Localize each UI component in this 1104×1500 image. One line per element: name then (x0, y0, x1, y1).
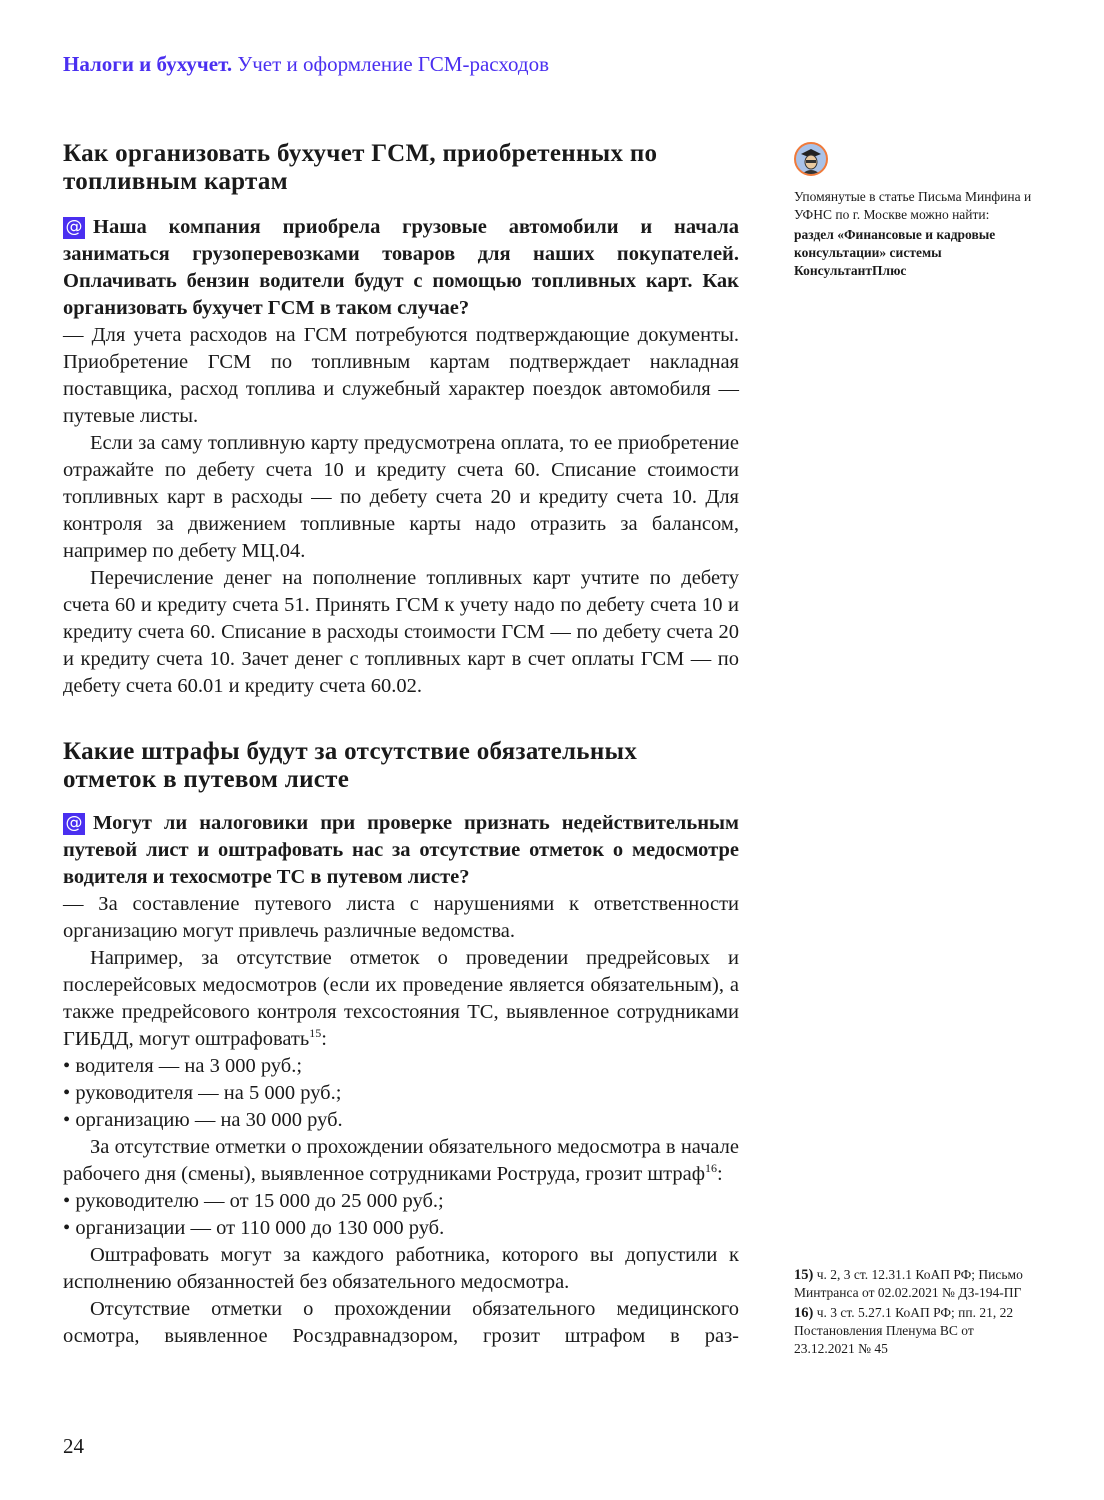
footnote-ref[interactable]: 16 (705, 1161, 718, 1176)
header-section: Налоги и бухучет. (63, 52, 233, 76)
question-text: Наша компания приобрела грузовые автомобили и начала заниматься грузоперевозками товаров для наших покупателей. Оплачивать бензин водители будут с помощью топливных карт. Как организовать бухучет ГСМ в таком случае? (63, 216, 739, 319)
footnote-number: 15) (794, 1267, 814, 1283)
paragraph: Если за саму топливную карту предусмотрена оплата, то ее приобретение отражайте по дебету счета 10 и кредиту счета 60. Списание стоимости топливных карт в расходы — по дебету счета 20 и кредиту счета 10. Для контроля за движением топливные карты надо отразить за балансом, например по дебету МЦ.04. (63, 432, 739, 562)
paragraph: Отсутствие отметки о прохождении обязательного медицинского осмотра, выявленное Росздравнадзором, грозит штрафом в раз- (63, 1298, 739, 1347)
paragraph (63, 945, 739, 1053)
list-item: • руководителю — от 15 000 до 25 000 руб.; (63, 1188, 739, 1215)
answer: — За составление путевого листа с нарушениями к ответственности организацию могут привлечь различные ведомства. (63, 893, 739, 942)
section2-title: Какие штрафы будут за отсутствие обязательных отметок в путевом листе (63, 738, 638, 793)
colon: : (321, 1028, 327, 1050)
paragraph-text: За отсутствие отметки о прохождении обязательного медосмотра в начале рабочего дня (смены), выявленное сотрудниками Роструда, грозит штраф (63, 1136, 739, 1185)
fines-list-gibdd (63, 1053, 739, 1134)
section1-body (63, 214, 739, 700)
paragraph: Перечисление денег на пополнение топливных карт учтите по дебету счета 60 и кредиту счета 51. Принять ГСМ к учету надо по дебету счета 10 и кредиту счета 60. Списание в расходы стоимости ГСМ — по дебету счета 20 и кредиту счета 10. Зачет денег с топливных карт в счет оплаты ГСМ — по дебету счета 60.01 и кредиту счета 60.02. (63, 567, 739, 697)
paragraph (63, 1134, 739, 1188)
footnote (794, 1266, 1034, 1302)
paragraph: Оштрафовать могут за каждого работника, которого вы допустили к исполнению обязанностей без обязательного медосмотра. (63, 1244, 739, 1293)
sidebar-source: раздел «Финансовые и кадровые консультации» системы КонсультантПлюс (794, 227, 996, 278)
footnote-number: 16) (794, 1305, 814, 1321)
footnotes (794, 1266, 1034, 1358)
list-item: • водителя — на 3 000 руб.; (63, 1053, 739, 1080)
section1-title-wrap (63, 140, 723, 196)
header-topic: Учет и оформление ГСМ-расходов (237, 52, 550, 76)
list-item: • руководителя — на 5 000 руб.; (63, 1080, 739, 1107)
running-header (63, 52, 549, 77)
footnote (794, 1304, 1034, 1358)
footnote-ref[interactable]: 15 (309, 1026, 322, 1041)
at-sign-icon: @ (63, 813, 85, 835)
section1-question (63, 214, 739, 322)
expert-avatar-icon (794, 142, 828, 176)
section2-title-wrap (63, 738, 733, 794)
fines-list-rostrud (63, 1188, 739, 1242)
list-item: • организацию — на 30 000 руб. (63, 1107, 739, 1134)
colon: : (717, 1163, 723, 1185)
footnote-text: ч. 2, 3 ст. 12.31.1 КоАП РФ; Письмо Минтранса от 02.02.2021 № ДЗ-194-ПГ (794, 1267, 1023, 1300)
section2-question (63, 810, 739, 891)
section2-body (63, 810, 739, 1350)
sidebar-note-text: Упомянутые в статье Письма Минфина и УФНС по г. Москве можно найти: (794, 189, 1032, 222)
paragraph-text: Например, за отсутствие отметок о проведении предрейсовых и послерейсовых медосмотров (если их проведение является обязательным), а также предрейсового контроля техсостояния ТС, выявленное сотрудниками ГИБДД, могут оштрафовать (63, 947, 739, 1050)
at-sign-icon: @ (63, 217, 85, 239)
sidebar-note (794, 188, 1034, 280)
list-item: • организации — от 110 000 до 130 000 руб. (63, 1215, 739, 1242)
question-text: Могут ли налоговики при проверке признать недействительным путевой лист и оштрафовать нас за отсутствие отметок о медосмотре водителя и техосмотре ТС в путевом листе? (63, 812, 739, 888)
paragraph: — Для учета расходов на ГСМ потребуются подтверждающие документы. Приобретение ГСМ по топливным картам подтверждает накладная поставщика, расход топлива и служебный характер поездок автомобиля — путевые листы. (63, 324, 739, 427)
page-number: 24 (63, 1434, 84, 1458)
section1-title: Как организовать бухучет ГСМ, приобретенных по топливным картам (63, 140, 658, 195)
footnote-text: ч. 3 ст. 5.27.1 КоАП РФ; пп. 21, 22 Постановления Пленума ВС от 23.12.2021 № 45 (794, 1305, 1014, 1356)
